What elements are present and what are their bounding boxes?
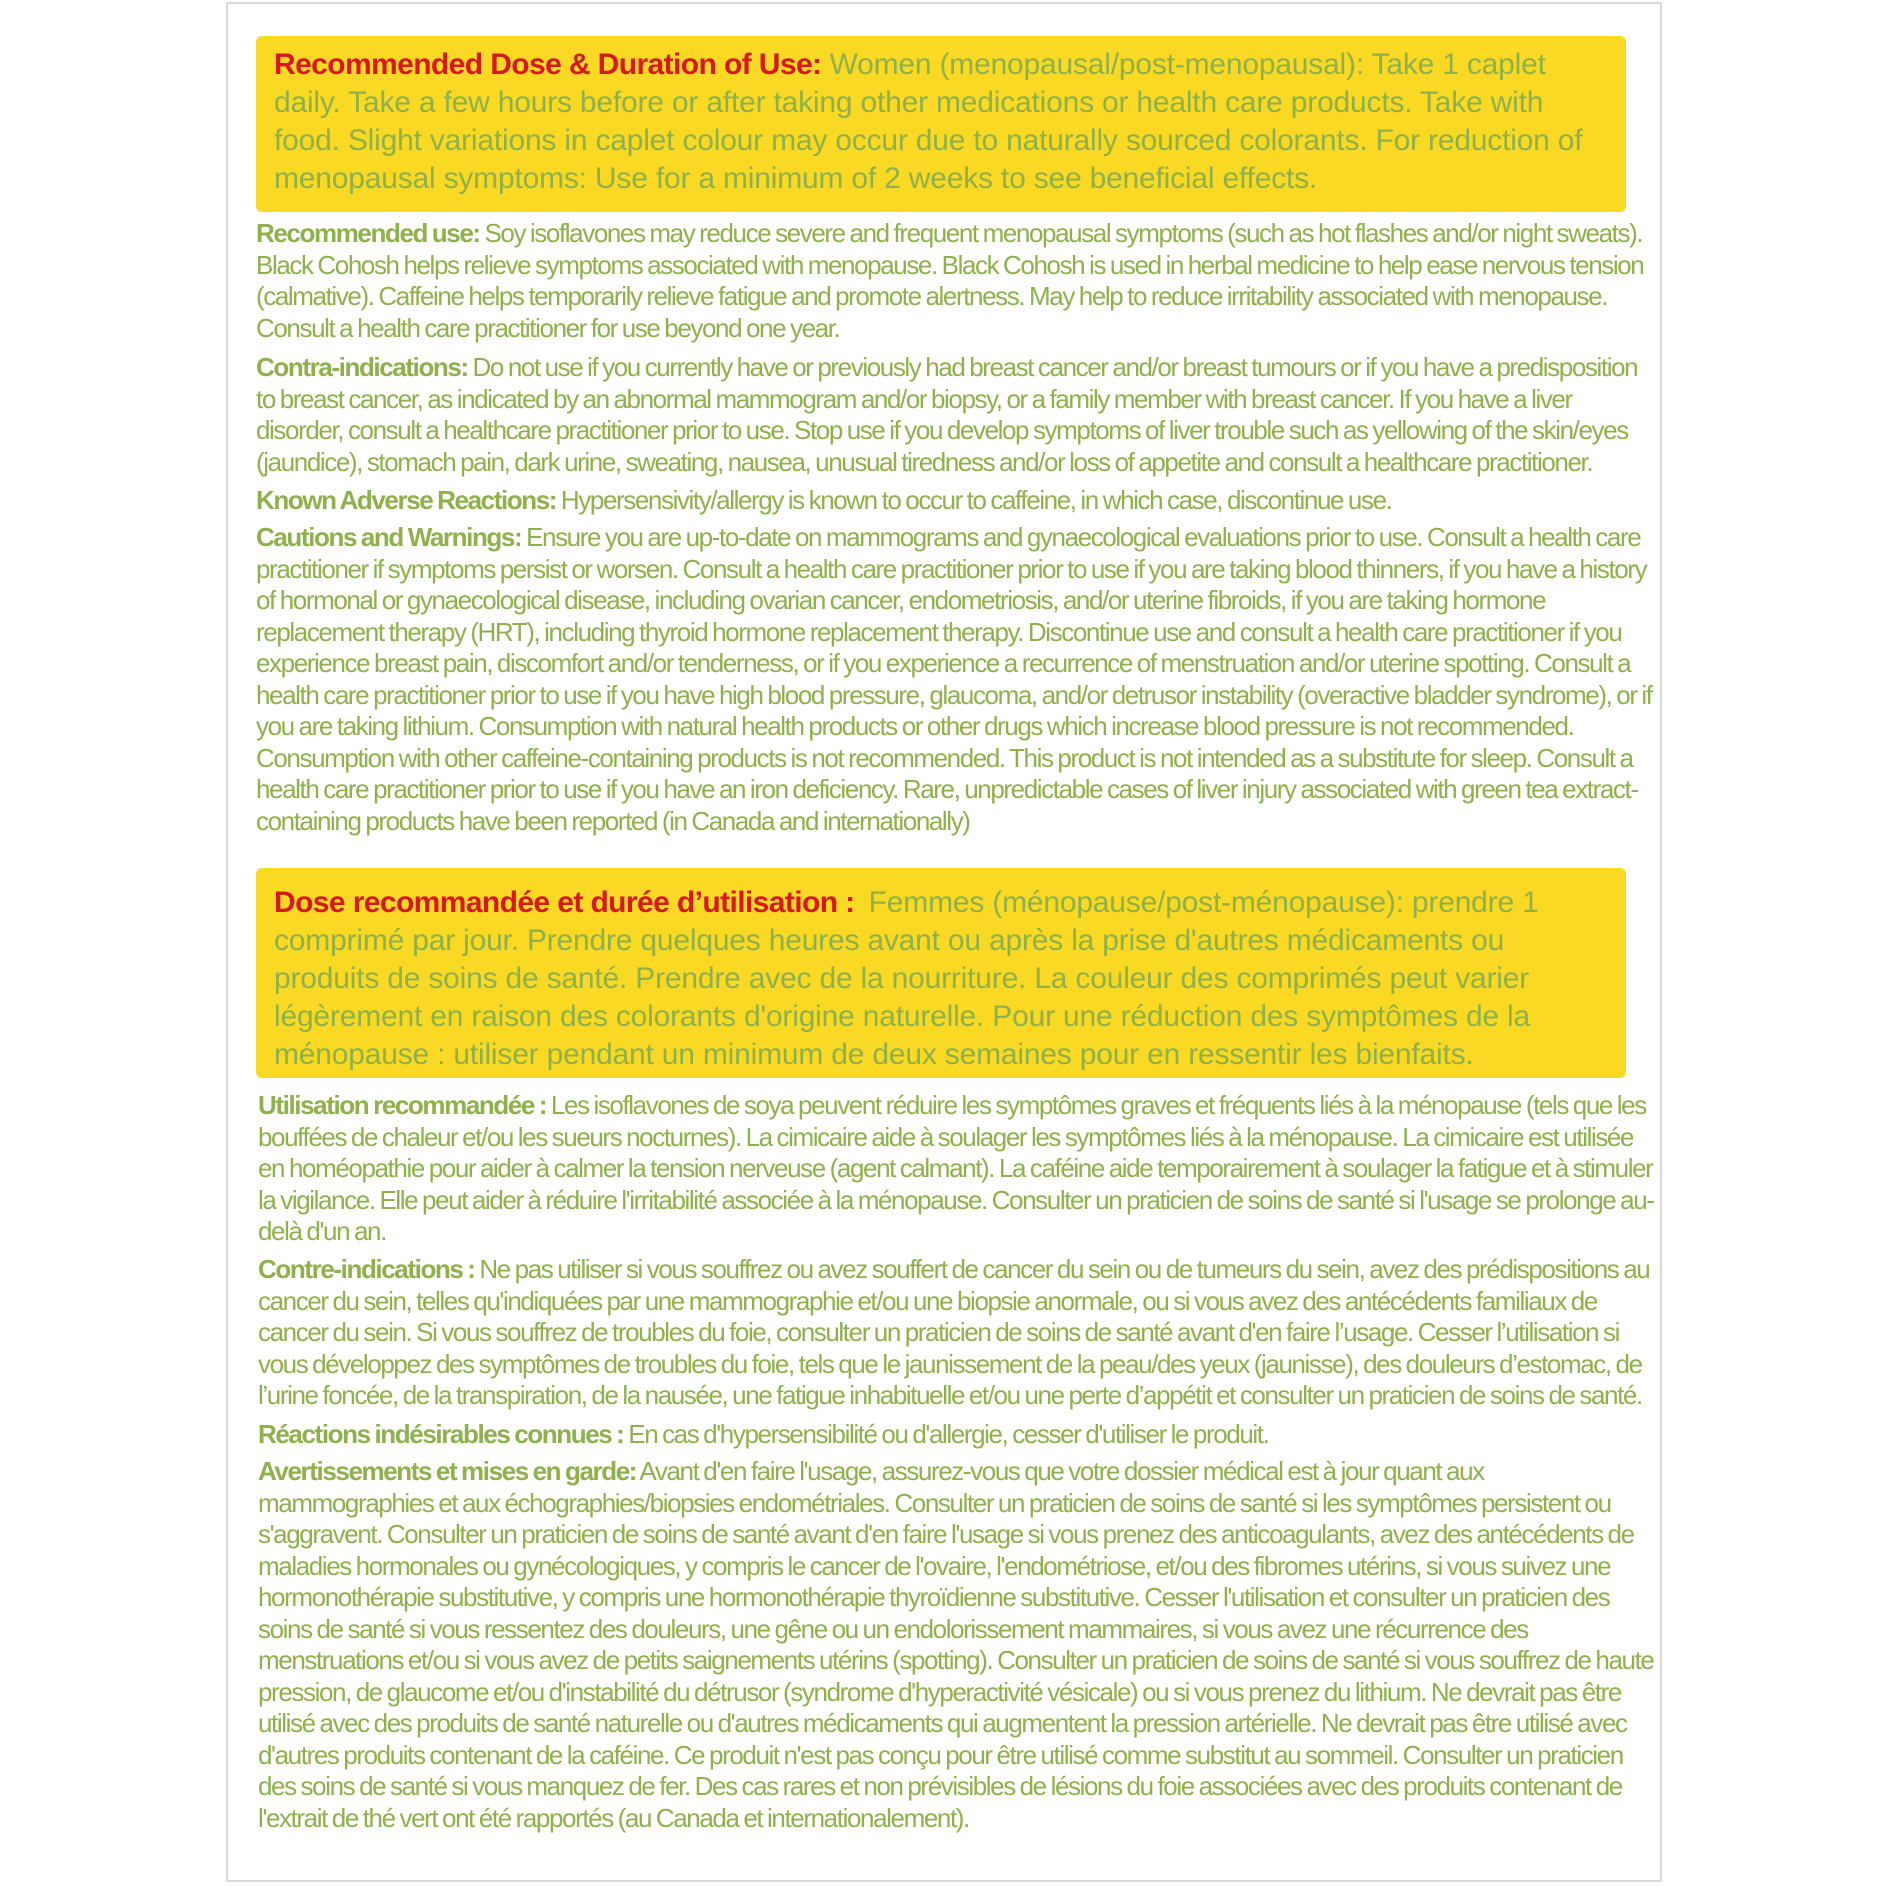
english-dose-text: Women (menopausal/post-menopausal): Take 1 caplet daily. Take a few hours before or after taking other medications or health care products. Take with food. Slight variations in caplet colour may occur due to naturally sourced colorants. For reduction of menopausal symptoms: Use for a minimum of 2 weeks to see beneficial effects. xyxy=(274,48,1583,195)
english-adverse-reactions xyxy=(256,485,1656,517)
english-recommended-use xyxy=(256,218,1656,344)
english-contra-indications xyxy=(256,352,1656,478)
french-adverse-reactions-text: En cas d'hypersensibilité ou d'allergie, cesser d'utiliser le produit. xyxy=(623,1419,1269,1449)
french-adverse-reactions-heading: Réactions indésirables connues : xyxy=(258,1419,624,1449)
french-adverse-reactions xyxy=(258,1419,1658,1451)
english-adverse-reactions-text: Hypersensivity/allergy is known to occur to caffeine, in which case, discontinue use. xyxy=(556,485,1392,515)
english-adverse-reactions-heading: Known Adverse Reactions: xyxy=(256,485,557,515)
french-cautions-text: Avant d'en faire l'usage, assurez-vous que votre dossier médical est à jour quant aux mammographies et aux échographies/biopsies endométriales. Consulter un praticien de soins de santé si les symptômes persistent ou s'aggravent. Consulter un praticien de soins de santé avant d'en faire l'usage si vous prenez des anticoagulants, avez des antécédents de maladies hormonales ou gynécologiques, y compris le cancer de l'ovaire, l'endométriose, et/ou des fibromes utérins, si vous suivez une hormonothérapie substitutive, y compris une hormonothérapie thyroïdienne substitutive. Cesser l'utilisation et consulter un praticien des soins de santé si vous ressentez des douleurs, une gêne ou un endolorissement mammaires, si vous avez une récurrence des menstruations et/ou si vous avez de petits saignements utérins (spotting). Consulter un praticien de soins de santé si vous souffrez de haute pression, de glaucome et/ou d'instabilité du détrusor (syndrome d'hyperactivité vésicale) ou si vous prenez du lithium. Ne devrait pas être utilisé avec des produits de santé naturelle ou d'autres médicaments qui augmentent la pression artérielle. Ne devrait pas être utilisé avec d'autres produits contenant de la caféine. Ce produit n'est pas conçu pour être utilisé comme substitut au sommeil. Consulter un praticien des soins de santé si vous manquez de fer. Des cas rares et non prévisibles de lésions du foie associées avec des produits contenant de l'extrait de thé vert ont été rapportés (au Canada et internationalement). xyxy=(258,1456,1654,1833)
english-cautions-heading: Cautions and Warnings: xyxy=(256,522,522,552)
english-cautions xyxy=(256,522,1656,837)
english-dose-heading: Recommended Dose & Duration of Use: xyxy=(274,48,822,81)
french-contra-indications-heading: Contre-indications : xyxy=(258,1254,475,1284)
english-recommended-use-heading: Recommended use: xyxy=(256,218,480,248)
french-dose-text: Femmes (ménopause/post-ménopause): prendre 1 comprimé par jour. Prendre quelques heures avant ou après la prise d'autres médicaments ou produits de soins de santé. Prendre avec de la nourriture. La couleur des comprimés peut varier légèrement en raison des colorants d'origine naturelle. Pour une réduction des symptômes de la ménopause : utiliser pendant un minimum de deux semaines pour en ressentir les bienfaits. xyxy=(274,886,1539,1071)
french-recommended-use xyxy=(258,1090,1658,1248)
french-recommended-use-text: Les isoflavones de soya peuvent réduire les symptômes graves et fréquents liés à la ménopause (tels que les bouffées de chaleur et/ou les sueurs nocturnes). La cimicaire aide à soulager les symptômes liés à la ménopause. La cimicaire est utilisée en homéopathie pour aider à calmer la tension nerveuse (agent calmant). La caféine aide temporairement à soulager la fatigue et à stimuler la vigilance. Elle peut aider à réduire l'irritabilité associée à la ménopause. Consulter un praticien de soins de santé si l'usage se prolonge au-delà d'un an. xyxy=(258,1090,1654,1246)
french-contra-indications-text: Ne pas utiliser si vous souffrez ou avez souffert de cancer du sein ou de tumeurs du sein, avez des prédispositions au cancer du sein, telles qu'indiquées par une mammographie et/ou une biopsie anormale, ou si vous avez des antécédents familiaux de cancer du sein. Si vous souffrez de troubles du foie, consulter un praticien de soins de santé avant d'en faire l’usage. Cesser l’utilisation si vous développez des symptômes de troubles du foie, tels que le jaunissement de la peau/des yeux (jaunisse), des douleurs d’estomac, de l’urine foncée, de la transpiration, de la nausée, une fatigue inhabituelle et/ou une perte d’appétit et consulter un praticien de soins de santé. xyxy=(258,1254,1650,1410)
english-dose-box xyxy=(256,36,1626,212)
french-cautions-heading: Avertissements et mises en garde: xyxy=(258,1456,637,1486)
french-dose-heading: Dose recommandée et durée d’utilisation : xyxy=(274,886,855,919)
english-cautions-text: Ensure you are up-to-date on mammograms and gynaecological evaluations prior to use. Consult a health care practitioner if symptoms persist or worsen. Consult a health care practitioner prior to use if you are taking blood thinners, if you have a history of hormonal or gynaecological disease, including ovarian cancer, endometriosis, and/or uterine fibroids, if you are taking hormone replacement therapy (HRT), including thyroid hormone replacement therapy. Discontinue use and consult a health care practitioner if you experience breast pain, discomfort and/or tenderness, or if you experience a recurrence of menstruation and/or uterine spotting. Consult a health care practitioner prior to use if you have high blood pressure, glaucoma, and/or detrusor instability (overactive bladder syndrome), or if you are taking lithium. Consumption with natural health products or other drugs which increase blood pressure is not recommended. Consumption with other caffeine-containing products is not recommended. This product is not intended as a substitute for sleep. Consult a health care practitioner prior to use if you have an iron deficiency. Rare, unpredictable cases of liver injury associated with green tea extract-containing products have been reported (in Canada and internationally) xyxy=(256,522,1652,836)
english-contra-indications-text: Do not use if you currently have or previously had breast cancer and/or breast tumours or if you have a predisposition to breast cancer, as indicated by an abnormal mammogram and/or biopsy, or a family member with breast cancer. If you have a liver disorder, consult a healthcare practitioner prior to use. Stop use if you develop symptoms of liver trouble such as yellowing of the skin/eyes (jaundice), stomach pain, dark urine, sweating, nausea, unusual tiredness and/or loss of appetite and consult a healthcare practitioner. xyxy=(256,352,1638,477)
french-recommended-use-heading: Utilisation recommandée : xyxy=(258,1090,547,1120)
english-contra-indications-heading: Contra-indications: xyxy=(256,352,468,382)
french-contra-indications xyxy=(258,1254,1658,1412)
french-dose-box xyxy=(256,868,1626,1078)
english-recommended-use-text: Soy isoflavones may reduce severe and frequent menopausal symptoms (such as hot flashes and/or night sweats). Black Cohosh helps relieve symptoms associated with menopause. Black Cohosh is used in herbal medicine to help ease nervous tension (calmative). Caffeine helps temporarily relieve fatigue and promote alertness. May help to reduce irritability associated with menopause. Consult a health care practitioner for use beyond one year. xyxy=(256,218,1644,343)
french-cautions xyxy=(258,1456,1658,1834)
